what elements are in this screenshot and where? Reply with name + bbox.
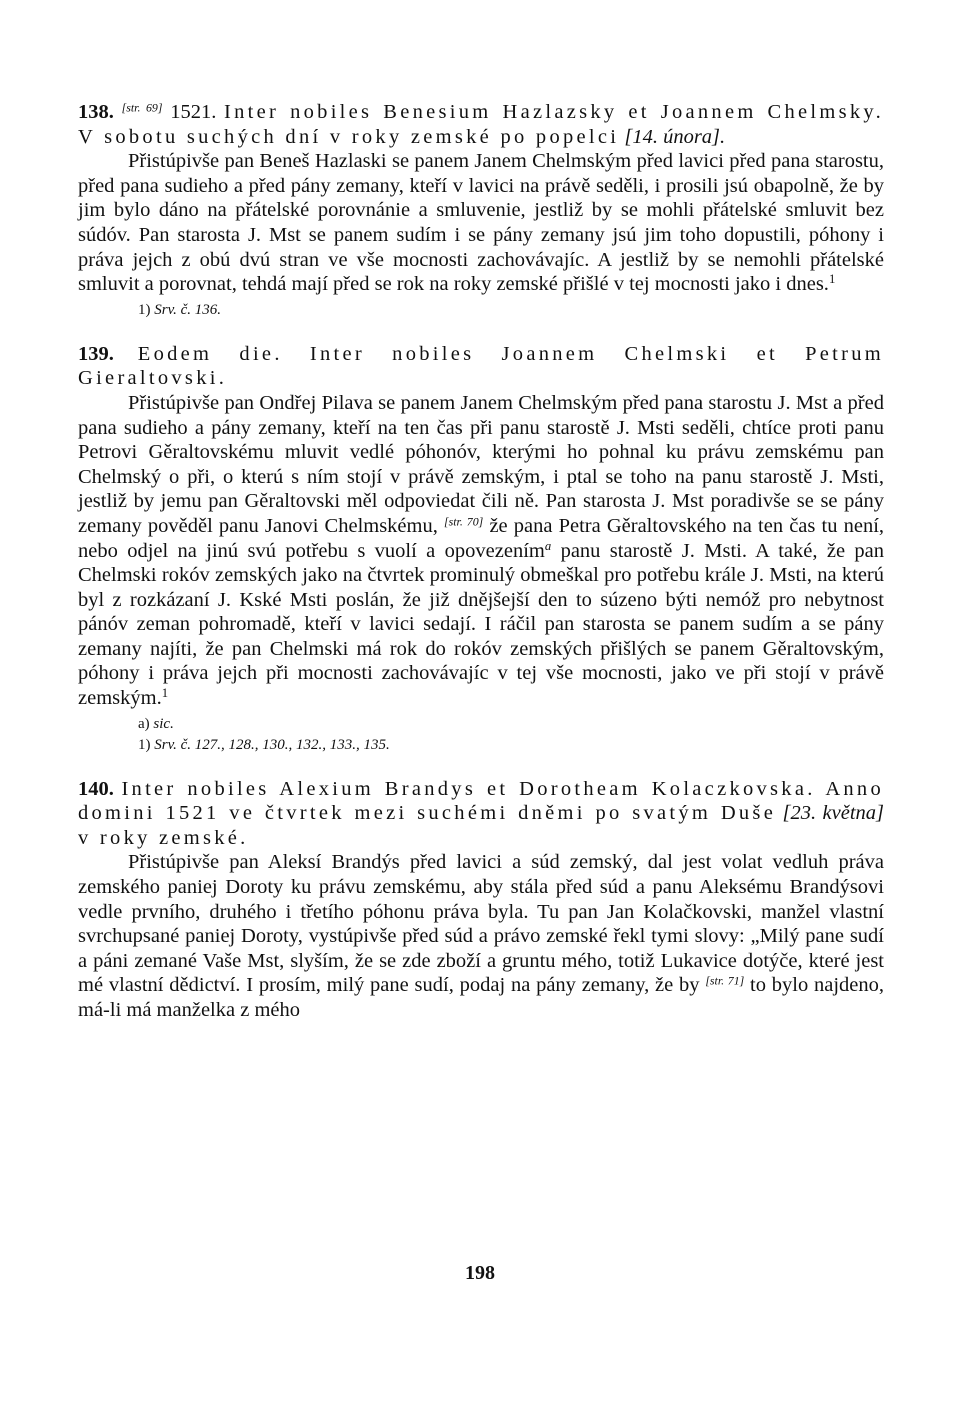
page-reference: [str. 70] [444,514,484,529]
entry-heading-text: Inter nobiles Benesium Hazlazsky et Joannem Chelmsky. V sobotu suchých dní v roky zemské po popelci [78,101,885,148]
entry-date: [14. února]. [624,125,726,148]
entry-body [78,391,884,711]
entry-body-text: Přistúpivše pan Beneš Hazlaski se panem Janem Chelmským před lavici před pana starostu, před pana sudieho a před pány zemany, kteří v lavici na právě seděli, i prosili jsú obapolně, že by jim bylo dáno na přátelské porovnánie a smluvenie, jestliž by se mohli přátelské smluvit bez súdóv. Pan starosta J. Mst se panem sudím i se pány zemany jsú jim toho dopustili, póhony i práva jejch z obú dvú stran ve vše mocnosti zachovávajíc. A jestliž by se nemohli přátelské smluvit a porovnat, tehdá mají před se rok na roky zemské přišlé v tej mocnosti jako i dnes. [78,150,884,296]
footnote [78,736,884,755]
entry-date: [23. května] [782,802,884,825]
entry-body-text: Přistúpivše pan Aleksí Brandýs před lavici a súd zemský, dal jest volat vedluh práva zemského paniej Doroty ku právu zemskému, aby stála před súd a panu Aleksému Brandýsovi vedle prvního, druhého i třetího póhonu práva byla. Tu pan Jan Kolačkovski, manžel vlastní svrchupsané paniej Doroty, vystúpivše před súd a právo zemské řekl tymi slovy: „Milý pane sudí a páni zemané Vaše Mst, slyším, že se zde zboží a gruntu mého, totiž Lukavice dotýče, které jest mé vlastní dědictví. I prosím, milý pane sudí, podaj na pány zemany, že by [78,851,884,997]
footnote-text: Srv. č. 136. [154,301,222,318]
entry-138 [78,100,884,320]
page-body [78,100,884,1023]
footnote-letter-mark: a [544,538,552,553]
footnote-mark: 1) [138,301,151,318]
footnote-mark: 1 [161,686,169,701]
footnote-text: sic. [153,715,174,732]
entry-heading [78,777,884,851]
entry-body-text: že pana Petra Gěraltovského na ten čas tu není, nebo odjel na jinú svú potřebu s vuolí a opovezením [78,514,885,562]
page-reference: [str. 69] [121,100,163,115]
entry-140 [78,777,884,1023]
entry-number: 139. [78,342,114,365]
entry-heading-text: Eodem die. Inter nobiles Joannem Chelmski et Petrum Gieraltovski. [78,342,884,390]
footnote-text: Srv. č. 127., 128., 130., 132., 133., 135. [154,736,390,753]
entry-139 [78,342,884,755]
entry-heading-tail: v roky zemské. [78,826,249,849]
entry-body-text: Přistúpivše pan Ondřej Pilava se panem Janem Chelmským před pana starostu J. Mst a před pana sudieho a pány zemany, kteří na ten čas při panu starostě J. Msti seděli, chtíce proti panu Petrovi Gěraltovskému mluvit vedlé póhonóv, kterými ho pohnal ku právu zemskému pan Chelmský o při, o kterú s ním stojí v právě zemským, i ptal se toho na panu starostě J. Msti, jestliž by jemu pan Gěraltovski měl odpoviedat čili ně. Pan starosta J. Mst poradivše se se pány zemany pověděl panu Janovi Chelmskému, [78,391,884,537]
footnote-mark: 1) [138,736,151,753]
entry-number: 140. [78,777,114,800]
entry-year: 1521. [170,101,217,123]
entry-number: 138. [78,101,114,123]
entry-body-text: panu starostě J. Msti. A také, že pan Chelmski rokóv zemských jako na čtvrtek prominulý obmeškal pro potřebu krále J. Msti, na kterú byl z rozkázaní J. Kské Msti poslán, že již dnějšejší den to súzeno býti nemóž pro nebytnost pánóv zeman pohromadě, kteří v lavici sedají. I ráčil pan starosta se panem sudím a se pány zemany najíti, že pan Chelmski má rok do rokóv zemských přišlých se panem Gěraltovským, póhony i práva jejch při mocnosti zachovávajíc v tej vše mocnosti, jako ve při stojí v právě zemským. [78,539,885,710]
entry-heading-text: Inter nobiles Alexium Brandys et Dorotheam Kolaczkovska. Anno domini 1521 ve čtvrtek mezi suchémi dněmi po svatým Duše [78,777,884,825]
page-number: 198 [465,1262,495,1284]
entry-body [78,149,884,297]
footnote [78,301,884,320]
footnote-mark: a) [138,715,150,732]
page-reference: [str. 71] [705,973,745,988]
entry-heading [78,342,884,391]
entry-body-text: to bylo najdeno, má-li má manželka z mého [78,974,885,1021]
entry-heading [78,100,884,149]
footnote [78,715,884,734]
entry-body [78,850,884,1022]
footnote-mark: 1 [828,272,836,287]
